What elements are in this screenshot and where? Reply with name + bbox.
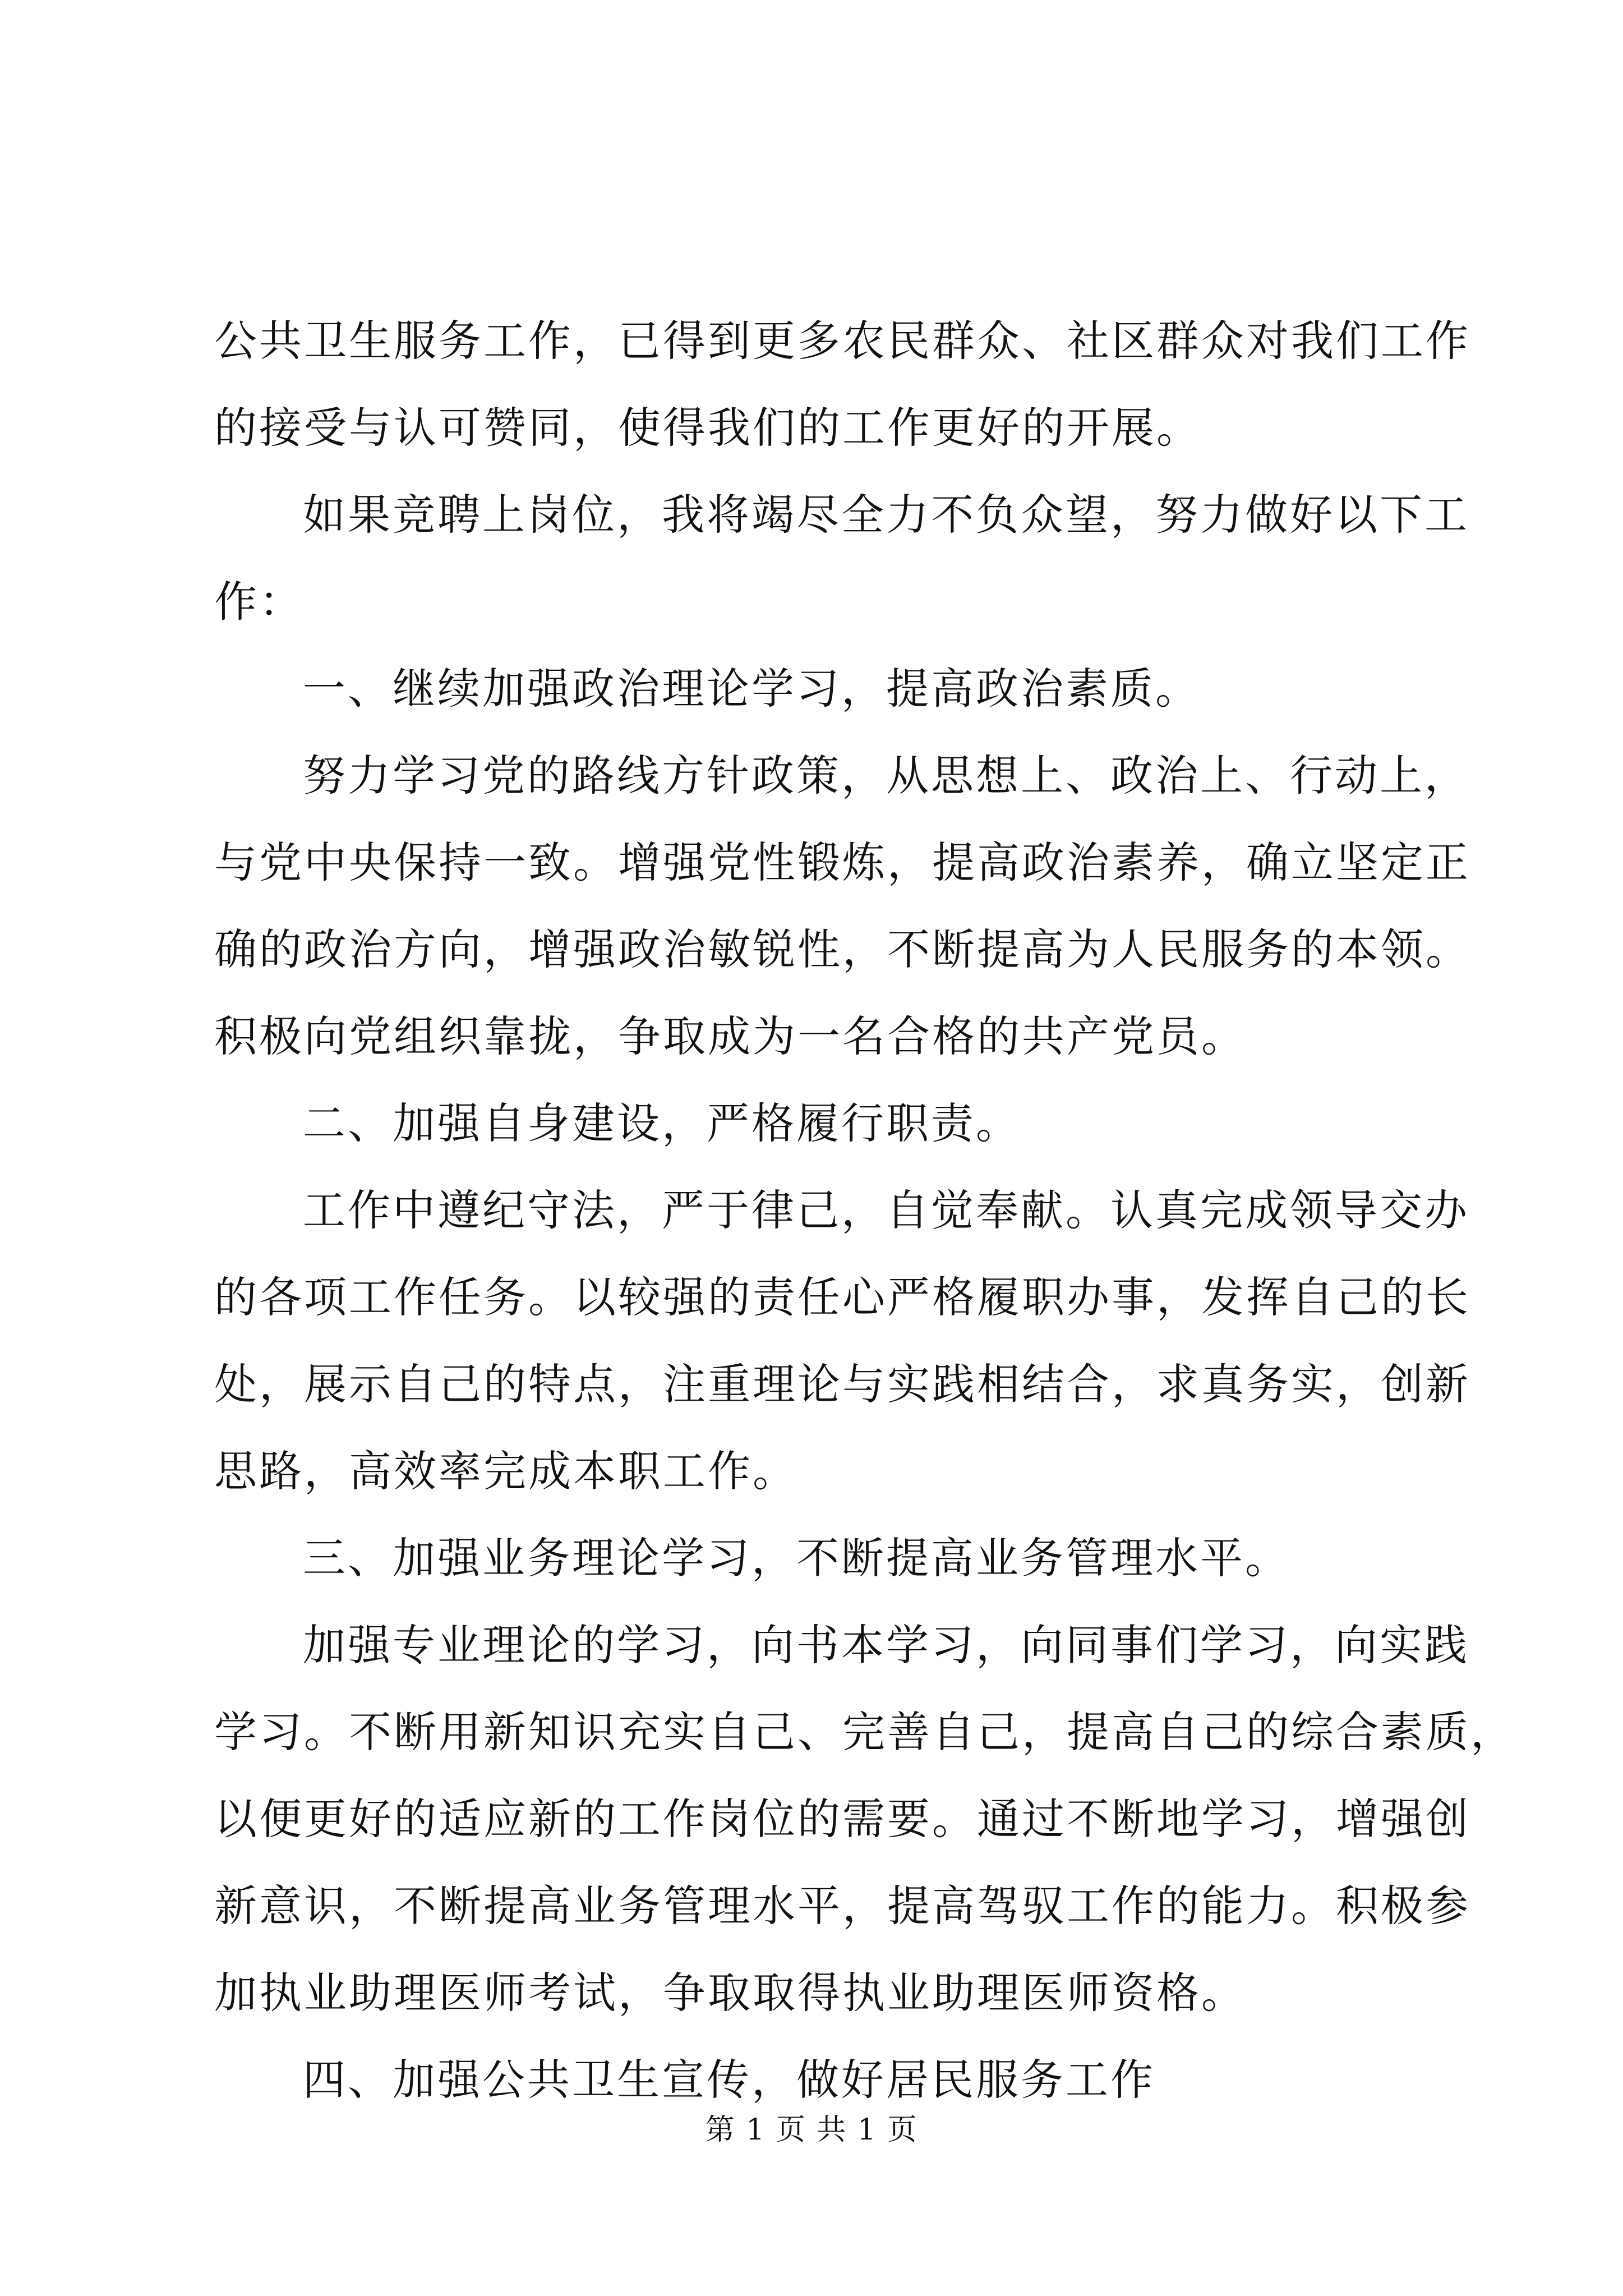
text-line: 以便更好的适应新的工作岗位的需要。通过不断地学习，增强创 bbox=[214, 1794, 1470, 1844]
text-line: 与党中央保持一致。增强党性锻炼，提高政治素养，确立坚定正 bbox=[214, 838, 1470, 887]
text-line: 加执业助理医师考试，争取取得执业助理医师资格。 bbox=[214, 1968, 1246, 2018]
text-line: 确的政治方向，增强政治敏锐性，不断提高为人民服务的本领。 bbox=[214, 924, 1470, 974]
section-heading: 二、加强自身建设，严格履行职责。 bbox=[303, 1098, 1021, 1148]
text-line: 作： bbox=[214, 577, 304, 627]
text-line: 处，展示自己的特点，注重理论与实践相结合，求真务实，创新 bbox=[214, 1359, 1470, 1409]
text-line: 的各项工作任务。以较强的责任心严格履职办事，发挥自己的长 bbox=[214, 1272, 1470, 1322]
section-heading: 四、加强公共卫生宣传，做好居民服务工作 bbox=[303, 2055, 1155, 2105]
document-body bbox=[214, 297, 1515, 2123]
text-line: 新意识，不断提高业务管理水平，提高驾驭工作的能力。积极参 bbox=[214, 1881, 1470, 1931]
paragraph-start-line: 工作中遵纪守法，严于律己，自觉奉献。认真完成领导交办 bbox=[303, 1185, 1469, 1235]
section-heading: 一、继续加强政治理论学习，提高政治素质。 bbox=[303, 664, 1200, 714]
paragraph-start-line: 如果竞聘上岗位，我将竭尽全力不负众望，努力做好以下工 bbox=[303, 490, 1469, 540]
paragraph-start-line: 加强专业理论的学习，向书本学习，向同事们学习，向实践 bbox=[303, 1620, 1469, 1670]
text-line: 积极向党组织靠拢，争取成为一名合格的共产党员。 bbox=[214, 1011, 1246, 1061]
text-line: 的接受与认可赞同，使得我们的工作更好的开展。 bbox=[214, 403, 1201, 453]
page-number-footer: 第 1 页 共 1 页 bbox=[705, 2113, 918, 2147]
text-line: 学习。不断用新知识充实自己、完善自己，提高自己的综合素质， bbox=[214, 1707, 1515, 1757]
text-line: 思路，高效率完成本职工作。 bbox=[214, 1446, 797, 1496]
paragraph-start-line: 努力学习党的路线方针政策，从思想上、政治上、行动上， bbox=[303, 751, 1469, 800]
text-line: 公共卫生服务工作，已得到更多农民群众、社区群众对我们工作 bbox=[214, 316, 1470, 366]
section-heading: 三、加强业务理论学习，不断提高业务管理水平。 bbox=[303, 1533, 1290, 1583]
